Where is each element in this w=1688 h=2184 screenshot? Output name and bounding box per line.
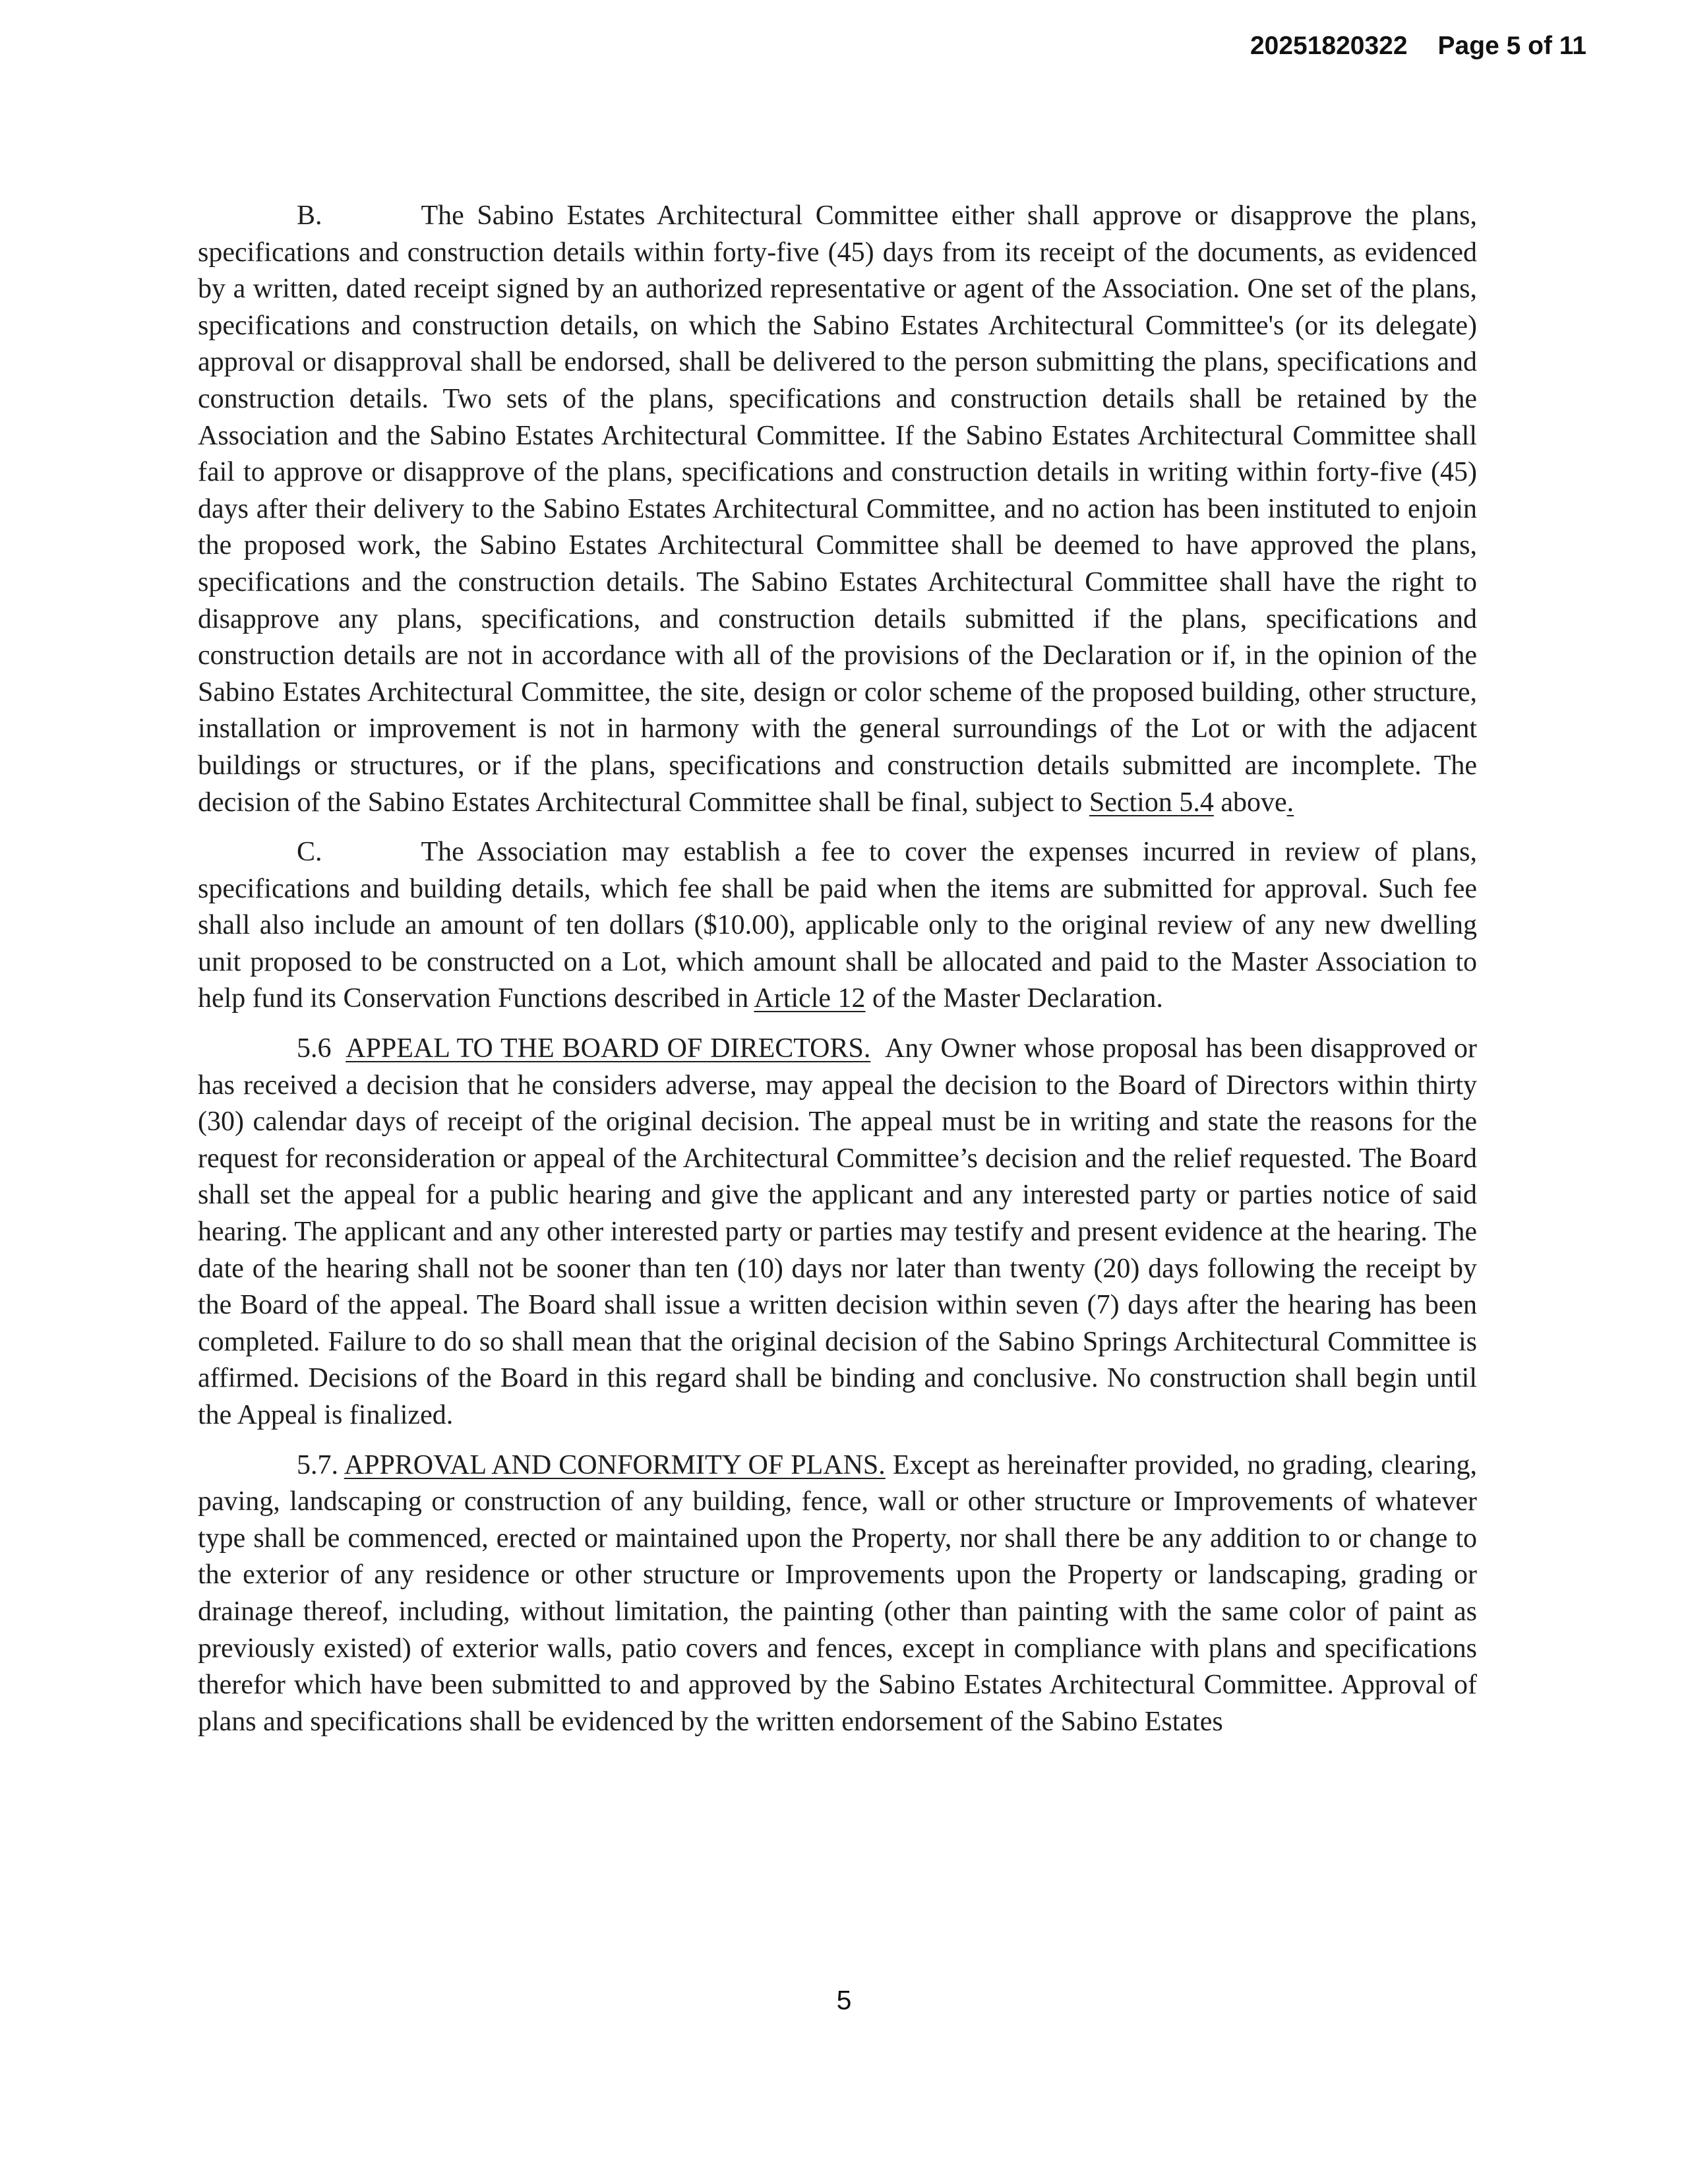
section-5-4-reference: Section 5.4 [1089, 787, 1214, 818]
paragraph-b-label: B. [297, 200, 322, 231]
paragraph-b-text-end: above [1213, 787, 1287, 818]
section-5-6-text: Any Owner whose proposal has been disapproved or has received a decision that he considers adverse, may appeal the decision to the Board of Directors within thirty (30) calendar days of receipt of the original decision. The appeal must be in writing and state the reasons for the request for reconsideration or appeal of the Architectural Committee’s decision and the relief requested. The Board shall set the appeal for a public hearing and give the applicant and any interested party or parties notice of said hearing. The applicant and any other interested party or parties may testify and present evidence at the hearing. The date of the hearing shall not be sooner than ten (10) days nor later than twenty (20) days following the receipt by the Board of the appeal. The Board shall issue a written decision within seven (7) days after the hearing has been completed. Failure to do so shall mean that the original decision of the Sabino Springs Architectural Committee is affirmed. Decisions of the Board in this regard shall be binding and conclusive. No construction shall begin until the Appeal is finalized. [198, 1033, 1478, 1430]
paragraph-c-text: The Association may establish a fee to cover the expenses incurred in review of plans, specifications and building details, which fee shall be paid when the items are submitted for approval. Such fee shall also include an amount of ten dollars ($10.00), applicable only to the original review of any new dwelling unit proposed to be constructed on a Lot, which amount shall be allocated and paid to the Master Association to help fund its Conservation Functions described in [198, 837, 1477, 1014]
paragraph-c [198, 834, 1477, 1017]
document-body [198, 198, 1477, 1753]
paragraph-b-period: . [1286, 787, 1294, 818]
page-number: 5 [836, 1985, 852, 2015]
paragraph-b [198, 198, 1477, 821]
paragraph-c-label: C. [297, 837, 322, 868]
section-5-7-text: Except as hereinafter provided, no grading, clearing, paving, landscaping or construction of any building, fence, wall or other structure or Improvements of whatever type shall be commenced, erected or maintained upon the Property, nor shall there be any addition to or change to the exterior of any residence or other structure or Improvements upon the Property or landscaping, grading or drainage thereof, including, without limitation, the painting (other than painting with the same color of paint as previously existed) of exterior walls, patio covers and fences, except in compliance with plans and specifications therefor which have been submitted to and approved by the Sabino Estates Architectural Committee. Approval of plans and specifications shall be evidenced by the written endorsement of the Sabino Estates [198, 1449, 1477, 1737]
paragraph-c-text-end: of the Master Declaration. [865, 983, 1163, 1014]
page-label: Page 5 of 11 [1437, 32, 1586, 60]
section-5-7 [198, 1447, 1477, 1741]
section-5-7-heading: APPROVAL AND CONFORMITY OF PLANS. [344, 1449, 886, 1480]
section-5-6-number: 5.6 [297, 1033, 332, 1064]
paragraph-b-text: The Sabino Estates Architectural Committee either shall approve or disapprove the plans, specifications and construction details within forty-five (45) days from its receipt of the documents, as evidenced by a written, dated receipt signed by an authorized representative or agent of the Association. One set of the plans, specifications and construction details, on which the Sabino Estates Architectural Committee's (or its delegate) approval or disapproval shall be endorsed, shall be delivered to the person submitting the plans, specifications and construction details. Two sets of the plans, specifications and construction details shall be retained by the Association and the Sabino Estates Architectural Committee. If the Sabino Estates Architectural Committee shall fail to approve or disapprove of the plans, specifications and construction details in writing within forty-five (45) days after their delivery to the Sabino Estates Architectural Committee, and no action has been instituted to enjoin the proposed work, the Sabino Estates Architectural Committee shall be deemed to have approved the plans, specifications and the construction details. The Sabino Estates Architectural Committee shall have the right to disapprove any plans, specifications, and construction details submitted if the plans, specifications and construction details are not in accordance with all of the provisions of the Declaration or if, in the opinion of the Sabino Estates Architectural Committee, the site, design or color scheme of the proposed building, other structure, installation or improvement is not in harmony with the general surroundings of the Lot or with the adjacent buildings or structures, or if the plans, specifications and construction details submitted are incomplete. The decision of the Sabino Estates Architectural Committee shall be final, subject to [198, 200, 1477, 818]
article-12-reference: Article 12 [754, 983, 866, 1014]
document-number: 20251820322 [1250, 32, 1408, 60]
section-5-6 [198, 1031, 1477, 1434]
section-5-7-number: 5.7. [297, 1449, 338, 1480]
page-header [1250, 32, 1586, 61]
section-5-6-heading: APPEAL TO THE BOARD OF DIRECTORS. [346, 1033, 871, 1064]
